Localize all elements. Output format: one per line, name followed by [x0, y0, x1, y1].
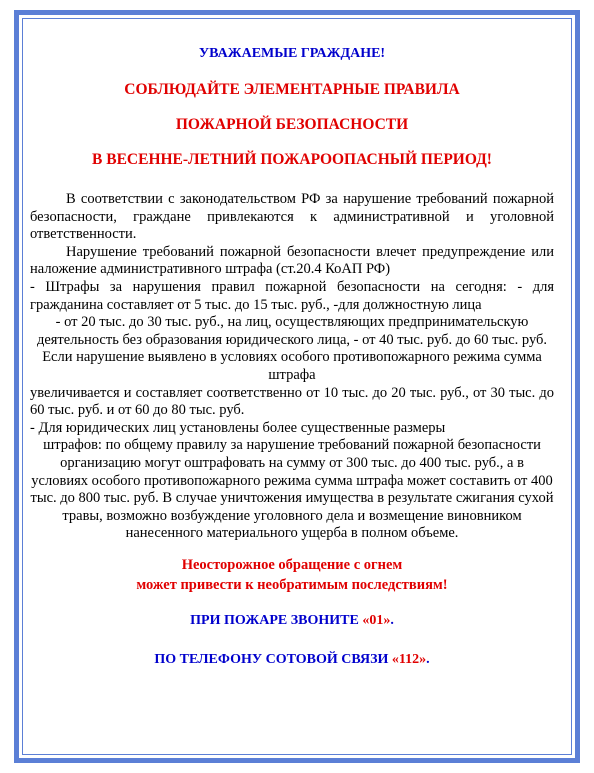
notice-content — [30, 24, 554, 668]
call1-label: ПРИ ПОЖАРЕ ЗВОНИТЕ — [190, 612, 363, 628]
main-heading-line2: ПОЖАРНОЙ БЕЗОПАСНОСТИ — [175, 116, 409, 133]
paragraph-fines-end: увеличивается и составляет соответственно от 10 тыс. до 20 тыс. руб., от 30 тыс. до 60 тыс. руб. и от 60 до 80 тыс. руб. — [30, 384, 554, 419]
emergency-call-112 — [30, 652, 554, 668]
warning-line1: Неосторожное обращение с огнем — [181, 556, 403, 573]
call1-number: «01» — [362, 612, 391, 628]
paragraph-fines-start: - Штрафы за нарушения правил пожарной безопасности на сегодня: - для гражданина составляет от 5 тыс. до 15 тыс. руб., -для должностную лица — [30, 278, 554, 313]
paragraph-violation: Нарушение требований пожарной безопасности влечет предупреждение или наложение административного штрафа (ст.20.4 КоАП РФ) — [30, 243, 554, 278]
main-heading-line1: СОБЛЮДАЙТЕ ЭЛЕМЕНТАРНЫЕ ПРАВИЛА — [124, 81, 460, 98]
paragraph-liability: В соответствии с законодательством РФ за нарушение требований пожарной безопасности, граждане привлекаются к административной и уголовной ответственности. — [30, 191, 554, 243]
greeting-heading: УВАЖАЕМЫЕ ГРАЖДАНЕ! — [198, 46, 386, 61]
paragraph-legal-entities-details: штрафов: по общему правилу за нарушение требований пожарной безопасности организацию могут оштрафовать на сумму от 300 тыс. до 400 тыс. руб., а в условиях особого противопожарного режима сумма штрафа может составить от 400 тыс. до 800 тыс. руб. В случае уничтожения имущества в результате сжигания сухой травы, возможно возбуждение уголовного дела и возмещение виновником нанесенного материального ущерба в полном объеме. — [30, 437, 554, 542]
notice-body — [30, 191, 554, 543]
call1-end: . — [390, 612, 394, 628]
call2-end: . — [426, 651, 430, 667]
paragraph-legal-entities-start: - Для юридических лиц установлены более существенные размеры — [30, 419, 446, 436]
paragraph-fines-details: - от 20 тыс. до 30 тыс. руб., на лиц, осуществляющих предпринимательскую деятельность без образования юридического лица, - от 40 тыс. руб. до 60 тыс. руб. Если нарушение выявлено в условиях особого противопожарного режима сумма штрафа — [36, 314, 548, 383]
emergency-call-01 — [30, 613, 554, 629]
call2-label: ПО ТЕЛЕФОНУ СОТОВОЙ СВЯЗИ — [154, 651, 392, 667]
warning-line2: может привести к необратимым последствиям! — [136, 576, 448, 593]
main-heading-line3: В ВЕСЕННЕ-ЛЕТНИЙ ПОЖАРООПАСНЫЙ ПЕРИОД! — [92, 151, 492, 168]
call2-number: «112» — [391, 651, 427, 667]
